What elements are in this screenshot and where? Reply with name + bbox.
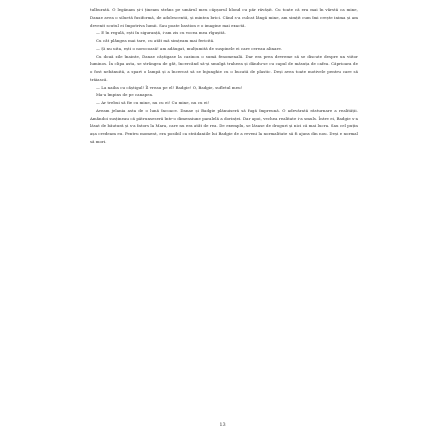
paragraph: — La naiba cu câștigul! Îl vreau pe el! Badgie! O, Badgie, sufletul meu! [96, 84, 243, 90]
paragraph: — Ar trebui să fie cu mine, nu cu ei! Cu mine, nu cu ei! [96, 100, 210, 105]
paragraph: tulburată. O legănam și-i țineam strâns pe umărul meu căpșorul blond cu păr răvășit. Cu toate că era mai în vârstă ca mine, Danae avea o siluetă fusiformă, de adolescentă, și mintea brici. Când s-a culcat lângă mine, am simțit cum îmi crește inima și am devenit scutul ei împotriva lumii. Sau poate bastion e o imagine mai exactă. [90, 7, 358, 28]
body-text [90, 6, 358, 146]
paragraph: — E în regulă, ești în siguranță, i-am zis cu vocea mea rîgușită. [96, 30, 226, 36]
paragraph: Cu cât plângea mai tare, cu atât mă simțeam mai fericită. [96, 38, 215, 43]
paragraph: Ma-a împins de pe canapea. [96, 92, 154, 98]
page-number: 13 [219, 422, 226, 428]
paragraph: Cu două zile înainte, Danae câștigase la cazinou o sumă fenomenală. Dar era prea devreme să se discute despre un viitor luminos. În clipa asta, se strângea de gât, încercând să-și smulgă traheea și dându-se cu capul de măsuța de cafea. Căprioara de o fost nebănuită, a spart o lampă și a încercat să se înjunghie cu o bucată de plastic. Deși avea toate motivele pentru care să trăiască. [90, 53, 358, 82]
paragraph: — Și nu uita, ești o norocoasă! am adăugat, mulțumită de suspinele ei care cereau alinare. [96, 45, 283, 51]
paragraph: Aveam jelania asta de o lună încoace. Danae și Badgie plănuiseră să fugă împreună. O adevărată răsturnare a realității. Amândoi susțineau că pătrunseseră într-o dimensiune paralelă a dorinței. Dar apoi, vechea realitate i-a smuls. Între ei, Badgie s-a lăsat de băutură și s-a întors la Mara, care nu era atât de rea. De exemplu, se lăsase de droguri și nici că mai lucra. Sau cel puțin așa credeam eu. Pentru moment, era posibil ca strădaniile lui Badgie de a reveni la normalitate să fi ajuns din nou. Deși e normal să mori. [90, 107, 358, 144]
